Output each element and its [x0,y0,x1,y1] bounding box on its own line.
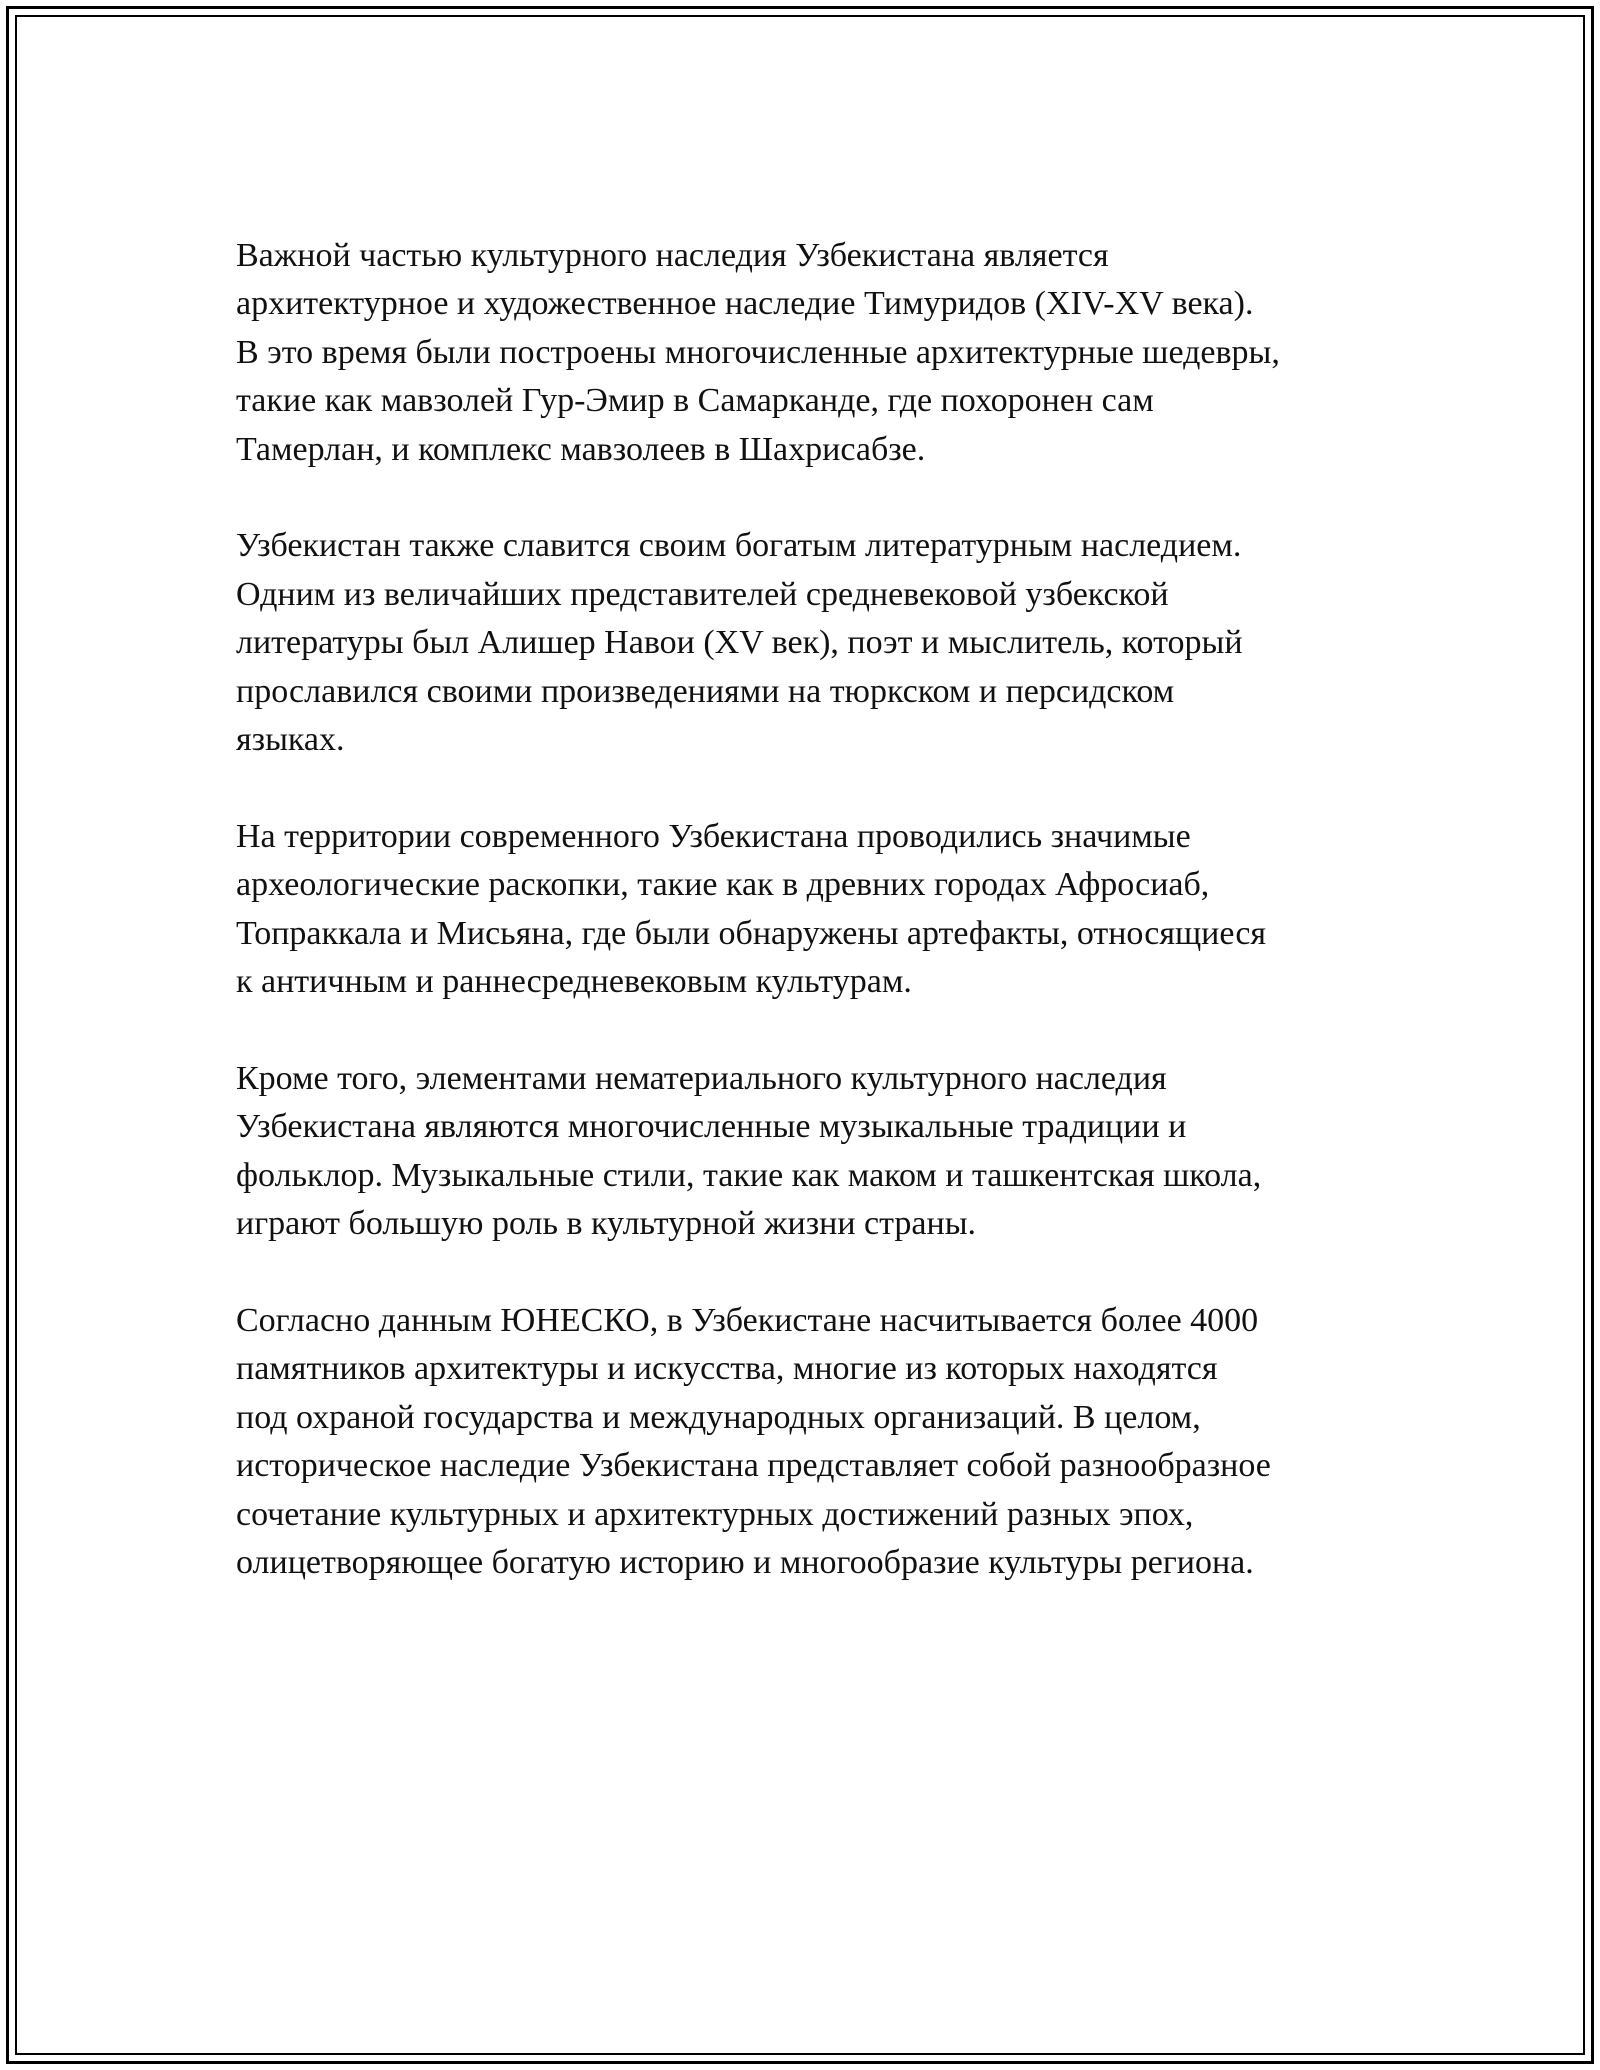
paragraph-line: археологические раскопки, такие как в древних городах Афросиаб, [236,866,1210,904]
paragraph-line: фольклор. Музыкальные стили, такие как маком и ташкентская школа, [236,1156,1262,1194]
document-body [236,232,1386,1636]
paragraph-line: такие как мавзолей Гур-Эмир в Самарканде, где похоронен сам [236,382,1154,420]
paragraph-line: Топраккала и Мисьяна, где были обнаружены артефакты, относящиеся [236,914,1267,952]
paragraph-line: к античным и раннесредневековым культурам. [236,963,912,1001]
paragraph-line: сочетание культурных и архитектурных достижений разных эпох, [236,1495,1194,1533]
paragraph-line: Узбекистана являются многочисленные музыкальные традиции и [236,1108,1187,1146]
paragraph-line: Кроме того, элементами нематериального культурного наследия [236,1059,1167,1097]
paragraph-line: прославился своими произведениями на тюркском и персидском [236,672,1175,710]
paragraph-timurid-heritage [236,232,1386,474]
paragraph-line: архитектурное и художественное наследие Тимуридов (XIV-XV века). [236,285,1254,323]
paragraph-line: Тамерлан, и комплекс мавзолеев в Шахрисабзе. [236,430,926,468]
paragraph-line: литературы был Алишер Навои (XV век), поэт и мыслитель, который [236,624,1243,662]
paragraph-unesco-summary [236,1297,1386,1587]
paragraph-archaeology [236,813,1386,1007]
paragraph-line: Важной частью культурного наследия Узбекистана является [236,237,1109,274]
paragraph-intangible-heritage [236,1055,1386,1249]
paragraph-line: под охраной государства и международных организаций. В целом, [236,1398,1201,1436]
paragraph-line: языках. [236,721,345,759]
paragraph-line: памятников архитектуры и искусства, многие из которых находятся [236,1350,1218,1388]
paragraph-line: играют большую роль в культурной жизни страны. [236,1205,977,1243]
paragraph-line: На территории современного Узбекистана проводились значимые [236,817,1191,855]
paragraph-line: олицетворяющее богатую историю и многообразие культуры региона. [236,1543,1254,1581]
paragraph-line: Согласно данным ЮНЕСКО, в Узбекистане насчитывается более 4000 [236,1301,1259,1339]
paragraph-literary-heritage [236,522,1386,764]
paragraph-line: Узбекистан также славится своим богатым литературным наследием. [236,527,1242,565]
paragraph-line: историческое наследие Узбекистана представляет собой разнообразное [236,1447,1271,1485]
paragraph-line: В это время были построены многочисленные архитектурные шедевры, [236,333,1280,371]
paragraph-line: Одним из величайших представителей средневековой узбекской [236,575,1169,613]
